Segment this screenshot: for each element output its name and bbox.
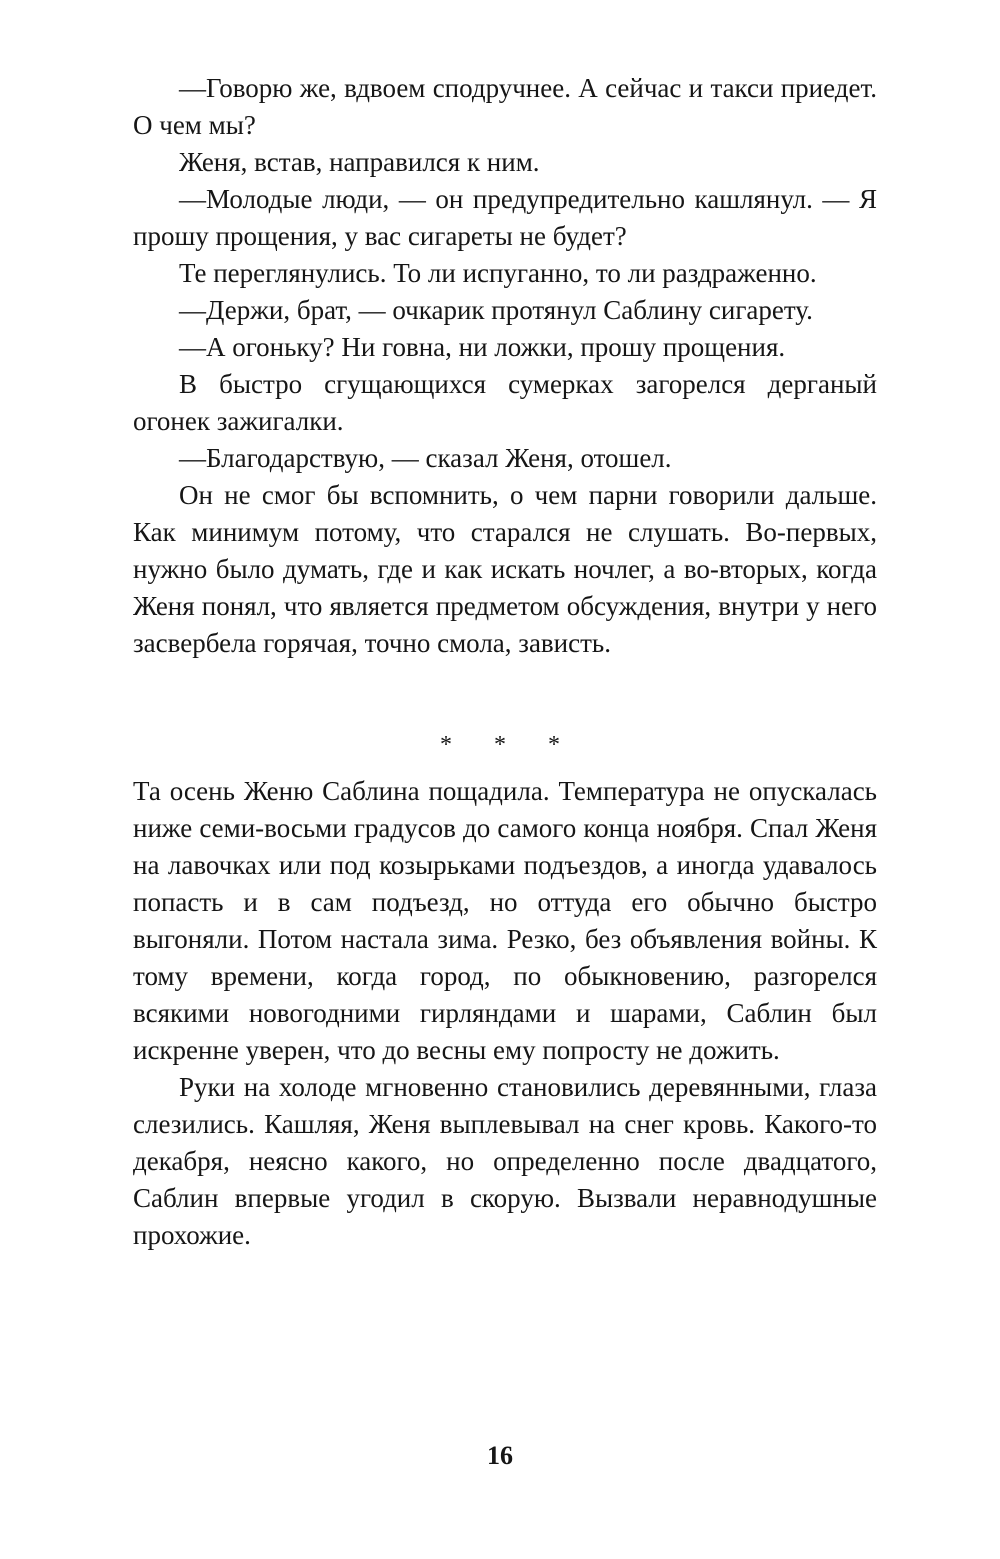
paragraph: Та осень Женю Саблина пощадила. Температура не опускалась ниже семи-восьми градусов до самого конца ноября. Спал Женя на лавочках или под козырьками подъездов, а иногда удавалось попасть и в сам подъезд, но оттуда его обычно быстро выгоняли. Потом настала зима. Резко, без объявления войны. К тому времени, когда город, по обыкновению, разгорелся всякими новогодними гирляндами и шарами, Саблин был искренне уверен, что до весны ему попросту не дожить. — [133, 776, 877, 1065]
paragraph: В быстро сгущающихся сумерках загорелся дерганый огонек зажигалки. — [133, 369, 877, 436]
paragraph: Те переглянулись. То ли испуганно, то ли раздраженно. — [179, 258, 817, 288]
paragraph: —Держи, брат, — очкарик протянул Саблину сигарету. — [179, 295, 813, 325]
paragraph: Он не смог бы вспомнить, о чем парни говорили дальше. Как минимум потому, что старался не слушать. Во-первых, нужно было думать, где и как искать ночлег, а во-вторых, когда Женя понял, что является предметом обсуждения, внутри у него засвербела горячая, точно смола, зависть. — [133, 480, 877, 658]
section-separator: * * * — [440, 732, 578, 758]
paragraph: Женя, встав, направился к ним. — [179, 147, 540, 177]
paragraph: —А огоньку? Ни говна, ни ложки, прошу прощения. — [179, 332, 786, 362]
page-number: 16 — [487, 1441, 513, 1470]
text-block-before-break — [133, 70, 877, 662]
paragraph: —Говорю же, вдвоем сподручнее. А сейчас и такси приедет. О чем мы? — [133, 73, 877, 140]
text-block-after-break — [133, 773, 877, 1254]
paragraph: Руки на холоде мгновенно становились деревянными, глаза слезились. Кашляя, Женя выплевывал на снег кровь. Какого-то декабря, неясно какого, но определенно после двадцатого, Саблин впервые угодил в скорую. Вызвали неравнодушные прохожие. — [133, 1072, 877, 1250]
paragraph: —Благодарствую, — сказал Женя, отошел. — [179, 443, 672, 473]
paragraph: —Молодые люди, — он предупредительно кашлянул. — Я прошу прощения, у вас сигареты не будет? — [133, 184, 877, 251]
